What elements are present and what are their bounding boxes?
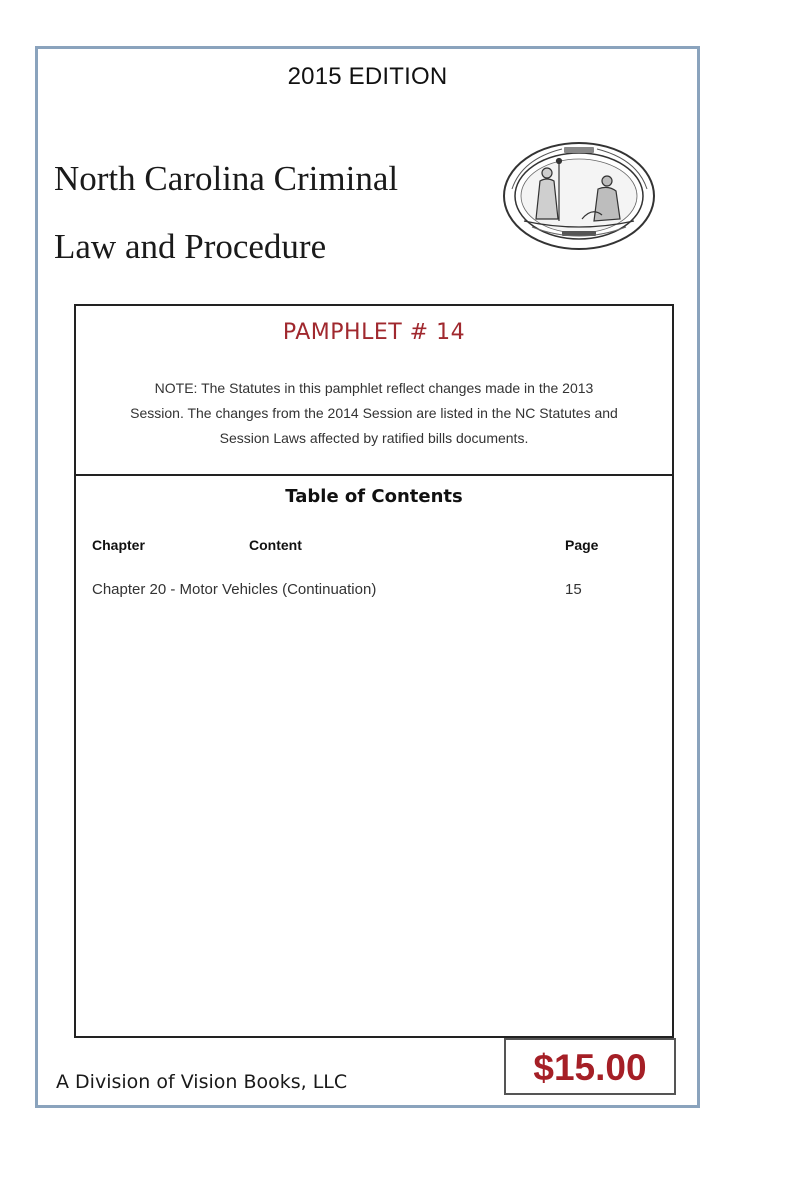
title-line-2: Law and Procedure [54,227,327,266]
price-box [504,1038,676,1095]
publisher-label: A Division of Vision Books, LLC [56,1071,348,1093]
toc-row-page: 15 [565,581,582,598]
book-cover [35,46,700,1108]
title-line-1: North Carolina Criminal [54,159,399,198]
note-line-3: Session Laws affected by ratified bills documents. [219,430,529,446]
note-section [76,306,672,476]
pamphlet-number: PAMPHLET # 14 [282,320,466,345]
edition-label: 2015 EDITION [287,63,448,90]
content-panel [74,304,674,1038]
note-line-1: NOTE: The Statutes in this pamphlet reflect changes made in the 2013 [154,380,594,396]
note-text [88,376,660,451]
toc-header-content: Content [249,537,302,553]
nc-state-seal-icon [502,141,657,251]
price-label: $15.00 [533,1047,647,1088]
toc-title: Table of Contents [285,486,463,507]
note-line-2: Session. The changes from the 2014 Session are listed in the NC Statutes and [130,405,618,421]
toc-row-chapter: Chapter 20 - Motor Vehicles (Continuation) [92,581,377,598]
toc-header-page: Page [565,537,599,553]
toc-header-chapter: Chapter [92,537,145,553]
